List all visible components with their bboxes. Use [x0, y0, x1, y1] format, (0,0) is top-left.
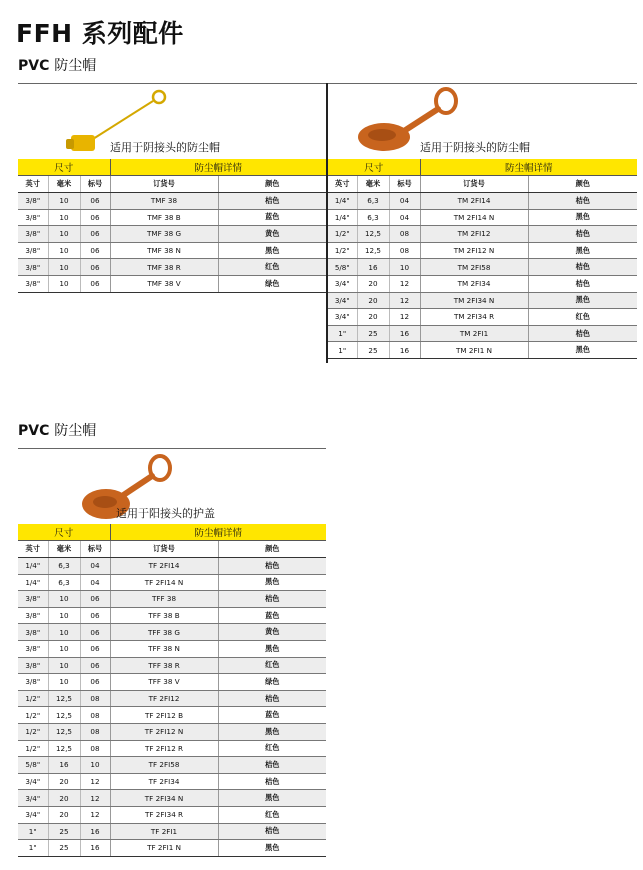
table-row: [18, 674, 326, 691]
panel-top-rule: [328, 83, 637, 84]
table-row: [18, 707, 326, 724]
cell-order-no: TM 2FI1: [420, 325, 528, 342]
panel-male-cover-tf: [18, 448, 326, 526]
table-row: [18, 574, 326, 591]
cell-color: 黑色: [528, 342, 637, 359]
cell-dash: 06: [80, 193, 110, 210]
cell-mm: 25: [48, 823, 80, 840]
cell-mm: 10: [48, 226, 80, 243]
cell-color: 黑色: [528, 242, 637, 259]
cell-dash: 08: [80, 707, 110, 724]
cell-order-no: TMF 38: [110, 193, 218, 210]
cell-color: 桔色: [528, 275, 637, 292]
section-title-1: [18, 55, 96, 75]
cell-mm: 16: [48, 757, 80, 774]
cell-color: 桔色: [528, 226, 637, 243]
table-a-column-headers: [18, 176, 326, 193]
cell-order-no: TM 2FI14 N: [420, 209, 528, 226]
col-order-no: 订货号: [420, 176, 528, 193]
cell-mm: 10: [48, 209, 80, 226]
table-b-band: [328, 159, 637, 176]
cell-dash: 12: [389, 292, 420, 309]
table-row: [328, 193, 637, 210]
cell-dash: 08: [80, 740, 110, 757]
cell-mm: 12,5: [48, 723, 80, 740]
cell-mm: 10: [48, 242, 80, 259]
cell-inch: 3/8": [18, 275, 48, 292]
col-order-no: 订货号: [110, 541, 218, 558]
col-color: 颜色: [528, 176, 637, 193]
table-row: [328, 275, 637, 292]
table-a-caption: 适用于阴接头的防尘帽: [110, 141, 220, 154]
cell-inch: 5/8": [18, 757, 48, 774]
cell-dash: 04: [80, 558, 110, 575]
col-order-no: 订货号: [110, 176, 218, 193]
cell-order-no: TF 2FI34 N: [110, 790, 218, 807]
table-row: [328, 242, 637, 259]
cell-color: 黑色: [218, 840, 326, 857]
cell-order-no: TFF 38 V: [110, 674, 218, 691]
cell-color: 蓝色: [218, 607, 326, 624]
cell-inch: 3/4": [18, 790, 48, 807]
table-b-caption: 适用于阴接头的防尘帽: [420, 141, 530, 154]
table-row: [18, 657, 326, 674]
cell-color: 桔色: [218, 757, 326, 774]
detail-band: 防尘帽详情: [110, 159, 326, 176]
cell-inch: 1/2": [18, 723, 48, 740]
cell-mm: 12,5: [357, 226, 389, 243]
table-row: [18, 275, 326, 292]
cell-inch: 3/4": [18, 773, 48, 790]
table-row: [328, 259, 637, 276]
table-row: [328, 209, 637, 226]
table-row: [18, 607, 326, 624]
cell-inch: 3/8": [18, 193, 48, 210]
cell-color: 黄色: [218, 624, 326, 641]
cell-color: 桔色: [218, 773, 326, 790]
cell-order-no: TM 2FI12: [420, 226, 528, 243]
col-inch: 英寸: [18, 541, 48, 558]
cell-dash: 08: [80, 723, 110, 740]
cell-mm: 10: [48, 640, 80, 657]
size-band: 尺寸: [18, 524, 110, 541]
cell-inch: 3/4": [328, 275, 357, 292]
cell-mm: 10: [48, 275, 80, 292]
cell-mm: 20: [357, 275, 389, 292]
cell-mm: 6,3: [48, 558, 80, 575]
cell-inch: 3/8": [18, 226, 48, 243]
section-title-1-en: PVC: [18, 58, 50, 74]
cell-inch: 3/8": [18, 624, 48, 641]
cell-dash: 08: [389, 242, 420, 259]
cell-mm: 20: [48, 773, 80, 790]
cell-inch: 1": [328, 325, 357, 342]
col-mm: 毫米: [48, 176, 80, 193]
cell-dash: 12: [80, 773, 110, 790]
table-a: [18, 159, 326, 293]
section-title-2-en: PVC: [18, 423, 50, 439]
cell-mm: 12,5: [48, 690, 80, 707]
cell-order-no: TF 2FI34 R: [110, 806, 218, 823]
cell-order-no: TF 2FI12 B: [110, 707, 218, 724]
table-a-band: [18, 159, 326, 176]
table-row: [18, 259, 326, 276]
cell-dash: 06: [80, 624, 110, 641]
cell-inch: 3/4": [328, 292, 357, 309]
table-row: [18, 773, 326, 790]
col-color: 颜色: [218, 176, 326, 193]
cell-inch: 1/2": [328, 242, 357, 259]
table-row: [328, 226, 637, 243]
cell-order-no: TFF 38 G: [110, 624, 218, 641]
panel-female-cap-tm: [328, 83, 637, 163]
detail-band: 防尘帽详情: [420, 159, 637, 176]
cell-order-no: TM 2FI34 R: [420, 309, 528, 326]
cell-inch: 1/2": [18, 740, 48, 757]
col-dash: 标号: [389, 176, 420, 193]
cell-dash: 06: [80, 591, 110, 608]
size-band: 尺寸: [18, 159, 110, 176]
cell-mm: 10: [48, 674, 80, 691]
detail-band: 防尘帽详情: [110, 524, 326, 541]
cell-order-no: TFF 38 N: [110, 640, 218, 657]
cell-dash: 06: [80, 242, 110, 259]
cell-order-no: TF 2FI12 R: [110, 740, 218, 757]
cell-mm: 6,3: [48, 574, 80, 591]
table-c-band: [18, 524, 326, 541]
page-title: FFH 系列配件: [16, 19, 184, 48]
cell-order-no: TMF 38 V: [110, 275, 218, 292]
cell-order-no: TFF 38: [110, 591, 218, 608]
cell-color: 黑色: [218, 790, 326, 807]
section-title-2: [18, 420, 96, 440]
cell-order-no: TF 2FI14 N: [110, 574, 218, 591]
cell-order-no: TM 2FI14: [420, 193, 528, 210]
table-row: [18, 740, 326, 757]
cell-inch: 3/8": [18, 657, 48, 674]
cell-inch: 3/8": [18, 674, 48, 691]
cell-mm: 12,5: [48, 707, 80, 724]
table-row: [18, 242, 326, 259]
cell-color: 绿色: [218, 275, 326, 292]
cell-mm: 10: [48, 193, 80, 210]
cell-order-no: TM 2FI1 N: [420, 342, 528, 359]
cell-color: 蓝色: [218, 707, 326, 724]
col-color: 颜色: [218, 541, 326, 558]
cell-dash: 06: [80, 226, 110, 243]
table-row: [18, 840, 326, 857]
col-mm: 毫米: [48, 541, 80, 558]
cell-order-no: TF 2FI1 N: [110, 840, 218, 857]
cell-dash: 16: [80, 840, 110, 857]
table-row: [18, 624, 326, 641]
table-row: [18, 193, 326, 210]
cell-mm: 6,3: [357, 193, 389, 210]
cell-inch: 3/4": [18, 806, 48, 823]
cell-color: 桔色: [218, 193, 326, 210]
cell-inch: 1": [18, 823, 48, 840]
panel-top-rule: [18, 83, 326, 84]
cell-inch: 3/8": [18, 607, 48, 624]
cell-dash: 16: [389, 342, 420, 359]
cell-dash: 12: [80, 806, 110, 823]
cell-inch: 1/4": [18, 574, 48, 591]
table-c-caption: 适用于阳接头的护盖: [116, 507, 215, 520]
table-b: [328, 159, 637, 359]
cell-dash: 12: [389, 275, 420, 292]
table-b-column-headers: [328, 176, 637, 193]
cell-color: 蓝色: [218, 209, 326, 226]
cell-color: 红色: [218, 259, 326, 276]
cell-dash: 12: [80, 790, 110, 807]
cell-color: 红色: [528, 309, 637, 326]
cell-inch: 3/4": [328, 309, 357, 326]
cell-mm: 20: [357, 292, 389, 309]
cell-order-no: TF 2FI1: [110, 823, 218, 840]
cell-color: 黑色: [528, 292, 637, 309]
cell-color: 桔色: [218, 823, 326, 840]
cell-order-no: TMF 38 G: [110, 226, 218, 243]
cell-dash: 06: [80, 657, 110, 674]
cell-dash: 08: [389, 226, 420, 243]
cell-color: 黑色: [218, 640, 326, 657]
cell-order-no: TF 2FI12 N: [110, 723, 218, 740]
cell-color: 红色: [218, 740, 326, 757]
section-title-2-cn: 防尘帽: [54, 423, 97, 439]
col-inch: 英寸: [18, 176, 48, 193]
cell-dash: 06: [80, 607, 110, 624]
cell-mm: 20: [48, 806, 80, 823]
cell-inch: 1/4": [18, 558, 48, 575]
section-title-1-cn: 防尘帽: [54, 58, 97, 74]
cell-color: 绿色: [218, 674, 326, 691]
col-dash: 标号: [80, 176, 110, 193]
cell-inch: 1/4": [328, 193, 357, 210]
cell-dash: 06: [80, 674, 110, 691]
cell-color: 黄色: [218, 226, 326, 243]
cell-mm: 16: [357, 259, 389, 276]
cell-order-no: TFF 38 B: [110, 607, 218, 624]
table-row: [18, 823, 326, 840]
cell-order-no: TMF 38 N: [110, 242, 218, 259]
cell-inch: 1/4": [328, 209, 357, 226]
cell-mm: 6,3: [357, 209, 389, 226]
col-dash: 标号: [80, 541, 110, 558]
cell-color: 红色: [218, 806, 326, 823]
cell-inch: 1/2": [18, 690, 48, 707]
cell-mm: 10: [48, 657, 80, 674]
table-row: [328, 325, 637, 342]
table-row: [18, 209, 326, 226]
table-row: [18, 757, 326, 774]
cell-order-no: TM 2FI34: [420, 275, 528, 292]
table-row: [18, 690, 326, 707]
cell-order-no: TF 2FI14: [110, 558, 218, 575]
table-row: [18, 723, 326, 740]
cell-color: 桔色: [218, 558, 326, 575]
cell-color: 桔色: [218, 591, 326, 608]
cell-order-no: TF 2FI58: [110, 757, 218, 774]
cell-dash: 10: [389, 259, 420, 276]
cell-color: 黑色: [218, 723, 326, 740]
cell-inch: 3/8": [18, 640, 48, 657]
panel-top-rule: [18, 448, 326, 449]
cell-dash: 04: [389, 209, 420, 226]
table-row: [18, 790, 326, 807]
cell-mm: 12,5: [357, 242, 389, 259]
table-row: [18, 640, 326, 657]
cell-inch: 5/8": [328, 259, 357, 276]
cell-order-no: TF 2FI34: [110, 773, 218, 790]
cell-mm: 10: [48, 624, 80, 641]
cell-dash: 06: [80, 259, 110, 276]
cell-order-no: TMF 38 R: [110, 259, 218, 276]
table-row: [18, 591, 326, 608]
cell-dash: 10: [80, 757, 110, 774]
size-band: 尺寸: [328, 159, 420, 176]
cell-color: 黑色: [218, 242, 326, 259]
cell-dash: 08: [80, 690, 110, 707]
cell-inch: 1/2": [18, 707, 48, 724]
cell-inch: 1/2": [328, 226, 357, 243]
cell-dash: 06: [80, 275, 110, 292]
table-row: [328, 309, 637, 326]
cell-order-no: TM 2FI12 N: [420, 242, 528, 259]
cell-color: 黑色: [528, 209, 637, 226]
table-row: [18, 806, 326, 823]
cell-inch: 1": [328, 342, 357, 359]
cell-order-no: TMF 38 B: [110, 209, 218, 226]
cell-dash: 16: [80, 823, 110, 840]
cell-mm: 25: [357, 342, 389, 359]
cell-mm: 12,5: [48, 740, 80, 757]
cell-order-no: TF 2FI12: [110, 690, 218, 707]
cell-order-no: TM 2FI58: [420, 259, 528, 276]
cell-inch: 3/8": [18, 591, 48, 608]
cell-dash: 12: [389, 309, 420, 326]
cell-dash: 06: [80, 209, 110, 226]
cell-order-no: TFF 38 R: [110, 657, 218, 674]
cell-dash: 04: [80, 574, 110, 591]
cell-mm: 10: [48, 607, 80, 624]
col-mm: 毫米: [357, 176, 389, 193]
cell-dash: 04: [389, 193, 420, 210]
cell-mm: 25: [357, 325, 389, 342]
table-c-column-headers: [18, 541, 326, 558]
cell-mm: 20: [357, 309, 389, 326]
table-row: [18, 558, 326, 575]
cell-inch: 3/8": [18, 259, 48, 276]
table-c: [18, 524, 326, 857]
cell-mm: 25: [48, 840, 80, 857]
cell-color: 桔色: [528, 259, 637, 276]
cell-color: 红色: [218, 657, 326, 674]
table-row: [328, 342, 637, 359]
cell-inch: 3/8": [18, 242, 48, 259]
cell-color: 桔色: [218, 690, 326, 707]
col-inch: 英寸: [328, 176, 357, 193]
cell-mm: 10: [48, 591, 80, 608]
cell-color: 桔色: [528, 193, 637, 210]
cell-color: 黑色: [218, 574, 326, 591]
panel-female-cap-tmf: [18, 83, 326, 163]
cell-mm: 20: [48, 790, 80, 807]
cell-order-no: TM 2FI34 N: [420, 292, 528, 309]
cell-inch: 3/8": [18, 209, 48, 226]
table-row: [18, 226, 326, 243]
cell-inch: 1": [18, 840, 48, 857]
cell-dash: 16: [389, 325, 420, 342]
cell-mm: 10: [48, 259, 80, 276]
cell-color: 桔色: [528, 325, 637, 342]
table-row: [328, 292, 637, 309]
cell-dash: 06: [80, 640, 110, 657]
